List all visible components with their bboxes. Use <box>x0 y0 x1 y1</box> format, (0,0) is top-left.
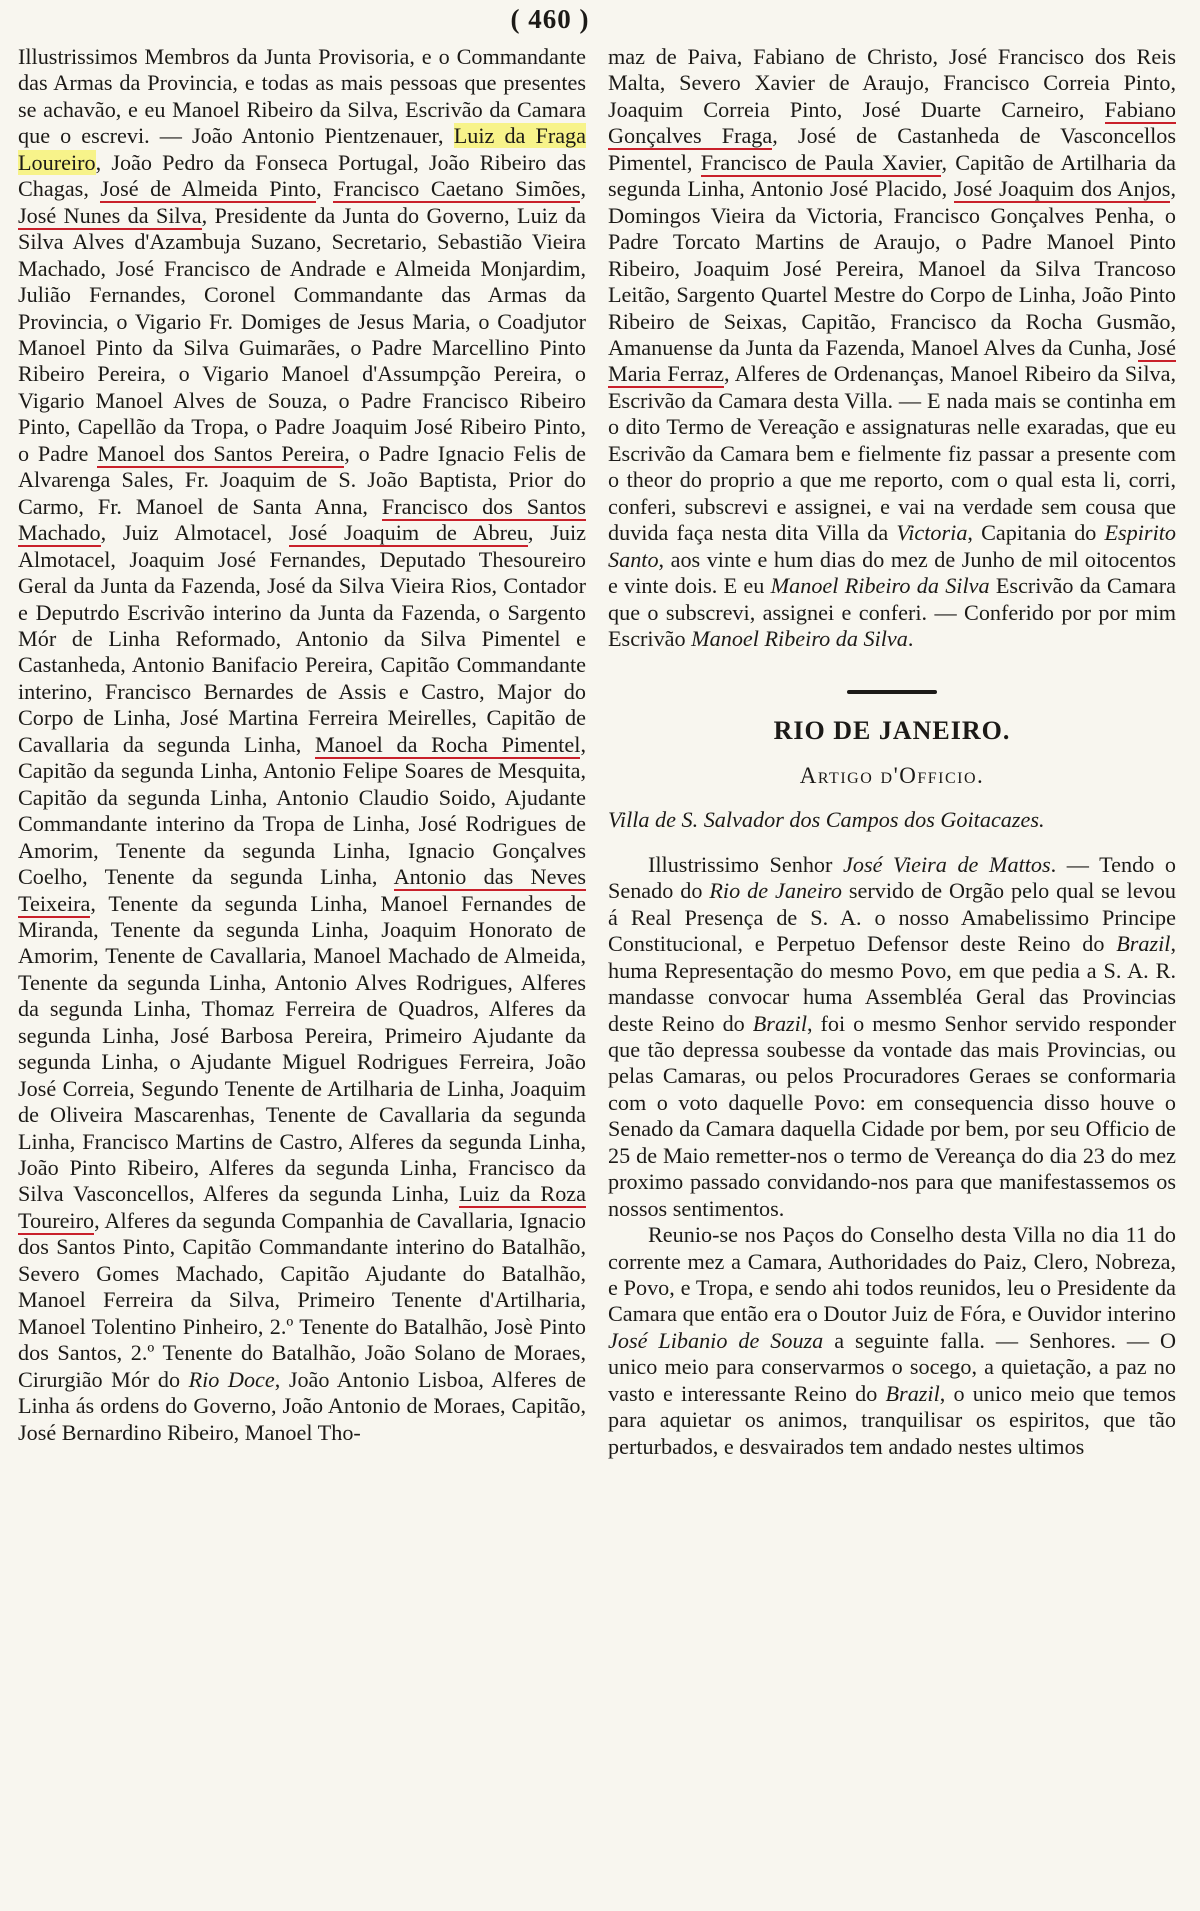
text-run: , huma Representação do mesmo Povo, em que pedia a S. A. R. mandasse convocar huma Assembléa Geral das Provincias deste Reino do <box>608 931 1176 1036</box>
underlined-name: Francisco dos Santos Machado <box>18 493 586 546</box>
italic-text: Manoel Ribeiro da Silva <box>770 573 990 599</box>
text-run: , Alferes de Ordenanças, Manoel Ribeiro da Silva, Escrivão da Camara desta Villa. — E nada mais se continha em o dito Termo de Vereação e assignaturas nelle exaradas, que eu Escrivão da Camara bem e fielmente fiz passar a presente com o theor do proprio a que me reporto, com o qual esta li, corri, conferi, subscrevi e assignei, e vai na verdade sem cousa que duvida faça nesta dita Villa da <box>608 361 1176 546</box>
text-run: , João Pedro da Fonseca Portugal, João Ribeiro das Chagas, <box>18 149 586 202</box>
page-number: ( 460 ) <box>510 4 590 34</box>
right-paragraph-3 <box>608 1222 1176 1460</box>
italic-text: Brazil <box>1116 931 1171 957</box>
italic-text: Espirito Santo <box>608 520 1176 572</box>
text-run: , foi o mesmo Senhor servido responder que tão depressa soubesse da vontade das mais Provincias, ou pelas Camaras, ou pelos Procuradores Geraes se conformaria com o voto daquelle Povo: em consequencia disso houve o Senado da Camara daquella Cidade por bem, por seu Officio de 25 de Maio remetter-nos o termo de Vereança do dia 23 do mez proximo passado convidando-nos para que manifestassemos os nossos sentimentos. <box>608 1010 1176 1221</box>
section-heading: RIO DE JANEIRO. <box>773 716 1011 746</box>
text-run: , <box>316 176 334 202</box>
text-run: , aos vinte e hum dias do mez de Junho de mil oitocentos e vinte dois. E eu <box>608 546 1176 599</box>
text-run: maz de Paiva, Fabiano de Christo, José Francisco dos Reis Malta, Severo Xavier de Araujo, Francisco Correia Pinto, Joaquim Correia Pinto, José Duarte Carneiro, <box>608 44 1176 122</box>
underlined-name: Francisco de Paula Xavier <box>700 149 942 175</box>
text-run: servido de Orgão pelo qual se levou á Real Presença de S. A. o nosso Amabelissimo Principe Constitucional, e Perpetuo Defensor deste Reino do <box>608 878 1176 957</box>
italic-text: José Libanio de Souza <box>608 1327 824 1353</box>
left-paragraph <box>18 44 586 1446</box>
section-divider <box>847 690 937 694</box>
italic-text: Victoria <box>896 520 968 546</box>
text-run: , Alferes da segunda Companhia de Cavallaria, Ignacio dos Santos Pinto, Capitão Commandante interino do Batalhão, Severo Gomes Machado, Capitão Ajudante do Batalhão, Manoel Ferreira da Silva, Primeiro Tenente d'Artilharia, Manoel Tolentino Pinheiro, 2.º Tenente do Batalhão, Josè Pinto dos Santos, 2.º Tenente do Batalhão, João Solano de Moraes, Cirurgião Mór do <box>18 1207 586 1392</box>
text-run: , <box>580 176 586 202</box>
text-run: , Juiz Almotacel, Joaquim José Fernandes, Deputado Thesoureiro Geral da Junta da Fazenda, José da Silva Vieira Rios, Contador e Deputrdo Escrivão interino da Junta da Fazenda, o Sargento Mór de Linha Reformado, Antonio da Silva Pimentel e Castanheda, Antonio Banifacio Pereira, Capitão Commandante interino, Francisco Bernardes de Assis e Castro, Major do Corpo de Linha, José Martina Ferreira Meirelles, Capitão de Cavallaria da segunda Linha, <box>18 520 587 757</box>
text-run: , Capitão de Artilharia da segunda Linha, Antonio José Placido, <box>608 149 1176 202</box>
underlined-name: Francisco Caetano Simões <box>333 176 581 202</box>
italic-text: José Vieira de Mattos <box>843 851 1051 877</box>
underlined-name: José Joaquim dos Anjos <box>953 176 1171 202</box>
italic-text: Rio de Janeiro <box>709 878 842 904</box>
left-column <box>18 44 586 1446</box>
underlined-name: Fabiano Gonçalves Fraga <box>608 96 1176 149</box>
text-run: , Capitania do <box>967 520 1105 546</box>
underlined-name: Manoel dos Santos Pereira <box>97 440 345 466</box>
section-subheading: Artigo d'Officio. <box>799 762 985 788</box>
right-paragraph-2 <box>608 852 1176 1222</box>
text-run: . — Tendo o Senado do <box>608 851 1177 904</box>
underlined-name: Manoel da Rocha Pimentel <box>315 731 581 757</box>
text-run: Illustrissimo Senhor <box>648 851 844 877</box>
text-run: , o Padre Ignacio Felis de Alvarenga Sales, Fr. Joaquim de S. João Baptista, Prior do Carmo, Fr. Manoel de Santa Anna, <box>18 440 586 519</box>
text-run: Escrivão da Camara que o subscrevi, assignei e conferi. — Conferido por por mim Escrivão <box>608 573 1177 651</box>
dateline: Villa de S. Salvador dos Campos dos Goitacazes. <box>608 807 1045 833</box>
text-run: , Presidente da Junta do Governo, Luiz da Silva Alves d'Azambuja Suzano, Secretario, Sebastião Vieira Machado, José Francisco de Andrade e Almeida Monjardim, Julião Fernandes, Coronel Commandante das Armas da Provincia, o Vigario Fr. Domiges de Jesus Maria, o Coadjutor Manoel Pinto da Silva Guimarães, o Padre Marcellino Pinto Ribeiro Pereira, o Vigario Manoel d'Assumpção Pereira, o Vigario Manoel Alves de Souza, o Padre Francisco Ribeiro Pinto, Capellão da Tropa, o Padre Joaquim José Ribeiro Pinto, o Padre <box>18 202 586 466</box>
italic-text: Brazil <box>885 1380 940 1406</box>
italic-text: Manoel Ribeiro da Silva <box>691 625 908 651</box>
underlined-name: José Maria Ferraz <box>608 334 1176 387</box>
text-run: , Capitão da segunda Linha, Antonio Felipe Soares de Mesquita, Capitão da segunda Linha, Antonio Claudio Soido, Ajudante Commandante interino da Tropa de Linha, José Rodrigues de Amorim, Tenente da segunda Linha, Ignacio Gonçalves Coelho, Tenente da segunda Linha, <box>18 731 586 890</box>
text-run: , João Antonio Lisboa, Alferes de Linha ás ordens do Governo, João Antonio de Moraes, Capitão, José Bernardino Ribeiro, Manoel Tho- <box>18 1366 587 1445</box>
underlined-name: José Joaquim de Abreu <box>288 520 528 546</box>
underlined-name: José de Almeida Pinto <box>100 176 317 202</box>
text-run: , Domingos Vieira da Victoria, Francisco Gonçalves Penha, o Padre Torcato Martins de Araujo, o Padre Manoel Pinto Ribeiro, Joaquim José Pereira, Manoel da Silva Trancoso Leitão, Sargento Quartel Mestre do Corpo de Linha, João Pinto Ribeiro de Seixas, Capitão, Francisco da Rocha Gusmão, Amanuense da Junta da Fazenda, Manoel Alves da Cunha, <box>608 176 1176 360</box>
italic-text: Rio Doce <box>188 1366 275 1392</box>
underlined-name: Luiz da Roza Toureiro <box>18 1181 586 1233</box>
text-run: Illustrissimos Membros da Junta Provisoria, e o Commandante das Armas da Provincia, e todas as mais pessoas que presentes se achavão, e eu Manoel Ribeiro da Silva, Escrivão da Camara que o escrevi. — João Antonio Pientzenauer, <box>18 44 586 149</box>
text-run: , o unico meio que temos para aquietar os animos, tranquilisar os espiritos, que tão perturbados, e desvairados tem andado nestes ultimos <box>608 1380 1176 1459</box>
underlined-name: Antonio das Neves Teixeira <box>18 864 586 916</box>
underlined-name: José Nunes da Silva <box>18 202 202 228</box>
right-column <box>608 44 1176 1460</box>
text-run: , José de Castanheda de Vasconcellos Pimentel, <box>608 123 1176 175</box>
italic-text: Brazil <box>752 1010 807 1036</box>
right-paragraph-1 <box>608 44 1176 652</box>
text-run: , Tenente da segunda Linha, Manoel Fernandes de Miranda, Tenente da segunda Linha, Joaquim Honorato de Amorim, Tenente de Cavallaria, Manoel Machado de Almeida, Tenente da segunda Linha, Antonio Alves Rodrigues, Alferes da segunda Linha, Thomaz Ferreira de Quadros, Alferes da segunda Linha, José Barbosa Pereira, Primeiro Ajudante da segunda Linha, o Ajudante Miguel Rodrigues Ferreira, João José Correia, Segundo Tenente de Artilharia de Linha, Joaquim de Oliveira Mascarenhas, Tenente de Cavallaria da segunda Linha, Francisco Martins de Castro, Alferes da segunda Linha, João Pinto Ribeiro, Alferes da segunda Linha, Francisco da Silva Vasconcellos, Alferes da segunda Linha, <box>18 890 586 1207</box>
highlighted-name: Luiz da Fraga Loureiro <box>18 123 586 175</box>
text-run: Reunio-se nos Paços do Conselho desta Villa no dia 11 do corrente mez a Camara, Authoridades do Paiz, Clero, Nobreza, e Povo, e Tropa, e sendo ahi todos reunidos, leu o Presidente da Camara que então era o Doutor Juiz de Fóra, e Ouvidor interino <box>608 1222 1176 1327</box>
text-run: . <box>907 625 914 651</box>
text-run: a seguinte falla. — Senhores. — O unico meio para conservarmos o socego, a quietação, a paz no vasto e interessante Reino do <box>608 1327 1176 1406</box>
text-run: , Juiz Almotacel, <box>100 520 289 546</box>
